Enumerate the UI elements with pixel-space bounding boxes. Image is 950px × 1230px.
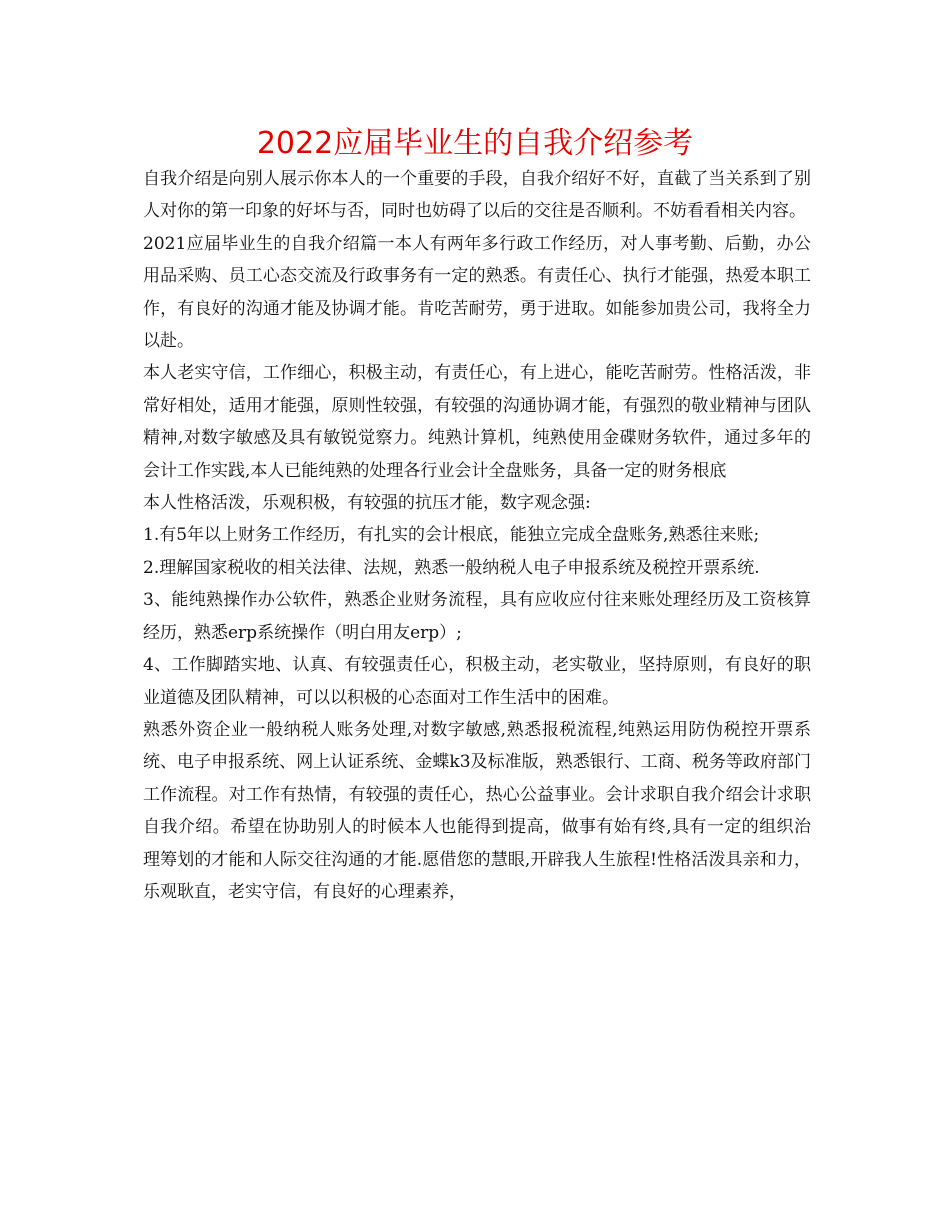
list-item-4: 4、工作脚踏实地、认真、有较强责任心，积极主动，老实敬业，坚持原则，有良好的职业道德及团队精神，可以以积极的心态面对工作生活中的困难。 <box>143 655 811 708</box>
paragraph-summary: 本人性格活泼，乐观积极，有较强的抗压才能，数字观念强: <box>143 493 591 514</box>
list-item-1: 1.有5年以上财务工作经历，有扎实的会计根底，能独立完成全盘账务,熟悉往来账; <box>143 525 760 546</box>
paragraph-article-one: 2021应届毕业生的自我介绍篇一本人有两年多行政工作经历，对人事考勤、后勤，办公用品采购、员工心态交流及行政事务有一定的熟悉。有责任心、执行才能强，热爱本职工作，有良好的沟通才能及协调才能。肯吃苦耐劳，勇于进取。如能参加贵公司，我将全力以赴。 <box>143 233 811 352</box>
paragraph-personality: 本人老实守信，工作细心，积极主动，有责任心，有上进心，能吃苦耐劳。性格活泼，非常好相处，适用才能强，原则性较强，有较强的沟通协调才能，有强烈的敬业精神与团队精神,对数字敏感及具有敏锐觉察力。纯熟计算机，纯熟使用金碟财务软件，通过多年的会计工作实践,本人已能纯熟的处理各行业会计全盘账务，具备一定的财务根底 <box>143 363 811 481</box>
document-title: 2022应届毕业生的自我介绍参考 <box>256 126 694 161</box>
document-body <box>143 163 811 908</box>
paragraph-intro: 自我介绍是向别人展示你本人的一个重要的手段，自我介绍好不好，直截了当关系到了别人对你的第一印象的好坏与否，同时也妨碍了以后的交往是否顺利。不妨看看相关内容。 <box>143 169 811 222</box>
list-item-2: 2.理解国家税收的相关法律、法规，熟悉一般纳税人电子申报系统及税控开票系统. <box>143 557 760 578</box>
list-item-3: 3、能纯熟操作办公软件，熟悉企业财务流程，具有应收应付往来账处理经历及工资核算经历，熟悉erp系统操作（明白用友erp）; <box>143 590 811 643</box>
paragraph-foreign-enterprise: 熟悉外资企业一般纳税人账务处理,对数字敏感,熟悉报税流程,纯熟运用防伪税控开票系统、电子申报系统、网上认证系统、金蝶k3及标准版，熟悉银行、工商、税务等政府部门工作流程。对工作有热情，有较强的责任心，热心公益事业。会计求职自我介绍会计求职自我介绍。希望在协助别人的时候本人也能得到提高，做事有始有终,具有一定的组织治理筹划的才能和人际交往沟通的才能.愿借您的慧眼,开辟我人生旅程!性格活泼具亲和力，乐观耿直，老实守信，有良好的心理素养， <box>143 719 811 902</box>
